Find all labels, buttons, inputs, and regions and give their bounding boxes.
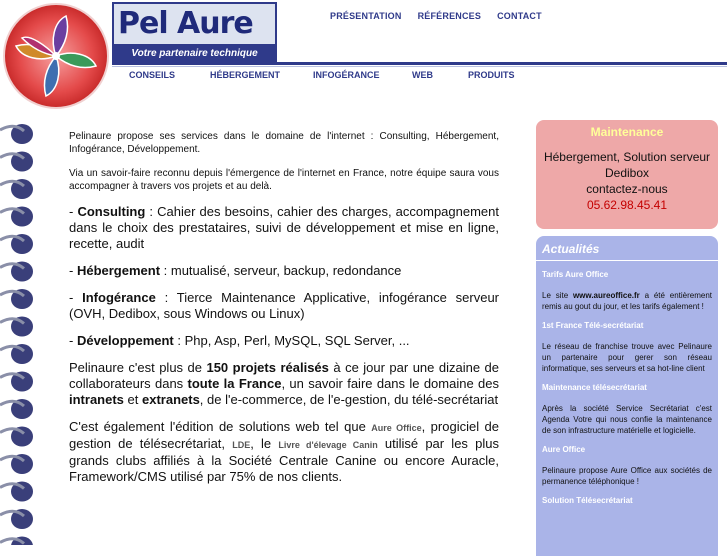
maintenance-line1: Hébergement, Solution serveur Dedibox xyxy=(543,150,711,180)
nav-web[interactable]: WEB xyxy=(412,70,433,80)
news-body: Pelinaure propose Aure Office aux sociétés de permanence téléphonique ! xyxy=(542,466,712,486)
binder-ring xyxy=(0,262,33,282)
binder-ring xyxy=(0,289,33,309)
infogerance-label: Infogérance xyxy=(82,290,156,305)
binder-ring xyxy=(0,399,33,419)
intro-paragraph: Pelinaure propose ses services dans le domaine de l'internet : Consulting, Hébergement, Infogérance, Développement. xyxy=(69,131,499,155)
news-heading[interactable]: Aure Office xyxy=(542,445,586,454)
binder-ring xyxy=(0,179,33,199)
header-rule xyxy=(112,62,727,65)
projects-text-1: Pelinaure c'est plus de xyxy=(69,360,207,375)
actualites-title: Actualités xyxy=(536,236,718,261)
news-heading[interactable]: Tarifs Aure Office xyxy=(542,270,609,279)
news-heading[interactable]: Solution Télésecrétariat xyxy=(542,496,633,505)
projects-text-2: à ce jour par une dizaine de collaborateurs dans xyxy=(69,360,499,391)
edition-text-4: utilisé par les plus grands clubs affiliés à la Société Centrale Canine ou encore Auracle, Framework/CMS utilisé par 75% de nos clients. xyxy=(69,436,499,484)
consulting-paragraph: - Consulting : Cahier des besoins, cahier des charges, accompagnement dans le choix des prestataires, suivi de développement et mise en ligne, recette, audit xyxy=(69,204,499,251)
news-body xyxy=(542,290,712,312)
maintenance-contact[interactable]: contactez-nous xyxy=(586,182,668,196)
projects-text-4: et xyxy=(123,392,142,407)
news-item xyxy=(536,270,718,312)
developpement-paragraph: - Développement : Php, Asp, Perl, MySQL, SQL Server, ... xyxy=(69,333,410,348)
news-item xyxy=(536,321,718,374)
projects-text-3: , un savoir faire dans le domaine des xyxy=(281,376,499,391)
nav-conseils[interactable]: CONSEILS xyxy=(129,70,176,80)
maintenance-box xyxy=(536,120,718,229)
binder-ring xyxy=(0,152,33,172)
projects-extranets: extranets xyxy=(141,392,200,407)
consulting-text: : Cahier des besoins, cahier des charges, accompagnement dans le choix des prestataires, suivi de développement et mise en ligne, recette, audit xyxy=(69,204,499,251)
lde-link[interactable]: LDE xyxy=(232,440,251,450)
binder-ring xyxy=(0,509,33,529)
news-item xyxy=(536,496,718,505)
header-rule-thin xyxy=(112,66,727,67)
main-nav xyxy=(0,70,727,84)
binder-ring xyxy=(0,317,33,337)
top-nav xyxy=(330,11,542,21)
savoir-faire-paragraph: Via un savoir-faire reconnu depuis l'émergence de l'internet en France, notre équipe saura vous accompagner à travers vos projets et au delà. xyxy=(69,168,499,192)
nav-contact[interactable]: CONTACT xyxy=(497,11,542,21)
brand-logo[interactable] xyxy=(112,2,277,60)
nav-references[interactable]: RÉFÉRENCES xyxy=(417,11,482,21)
binder-ring xyxy=(0,124,33,144)
nav-hebergement[interactable]: HÉBERGEMENT xyxy=(210,70,281,80)
edition-text-1: C'est également l'édition de solutions web tel que xyxy=(69,419,372,434)
maintenance-title[interactable]: Maintenance xyxy=(590,125,664,139)
projects-count: 150 projets réalisés xyxy=(206,360,329,375)
edition-text-2: , progiciel de gestion de télésecrétariat, xyxy=(69,419,499,451)
binder-ring xyxy=(0,537,33,546)
binder-ring xyxy=(0,344,33,364)
actualites-panel xyxy=(536,236,718,556)
livre-elevage-link[interactable]: Livre d'élevage Canin xyxy=(278,440,378,450)
developpement-label: Développement xyxy=(76,333,174,348)
maintenance-phone: 05.62.98.45.41 xyxy=(586,198,668,212)
binder-ring xyxy=(0,234,33,254)
aure-office-link[interactable]: Aure Office xyxy=(371,423,422,433)
binder-ring xyxy=(0,482,33,502)
news-item xyxy=(536,383,718,436)
binder-ring xyxy=(0,372,33,392)
aureoffice-site-link[interactable]: www.aureoffice.fr xyxy=(572,291,640,300)
infogerance-text: : Tierce Maintenance Applicative, infogérance serveur (OVH, Dedibox, sous Windows ou Linux) xyxy=(69,290,500,321)
news-body-text-1: Le site xyxy=(542,291,573,300)
binder-ring xyxy=(0,454,33,474)
binder-ring xyxy=(0,207,33,227)
brand-tagline: Votre partenaire technique xyxy=(112,46,277,62)
nav-infogerance[interactable]: INFOGÉRANCE xyxy=(313,70,380,80)
hebergement-label: Hébergement xyxy=(76,263,161,278)
consulting-label: Consulting xyxy=(77,204,146,219)
news-body-text-2: a été entièrement remis au gout du jour, et les tarifs également ! xyxy=(542,291,712,311)
news-heading[interactable]: Maintenance télésecrétariat xyxy=(542,383,647,392)
developpement-text: : Php, Asp, Perl, MySQL, SQL Server, ... xyxy=(173,333,410,348)
binder-ring xyxy=(0,427,33,447)
brand-name-box xyxy=(112,2,277,46)
nav-presentation[interactable]: PRÉSENTATION xyxy=(330,11,402,21)
news-item xyxy=(536,445,718,487)
projects-paragraph xyxy=(69,360,499,408)
hebergement-paragraph: - Hébergement : mutualisé, serveur, backup, redondance xyxy=(69,263,402,278)
news-body: Le réseau de franchise trouve avec Pelinaure un partenaire pour gerer son réseau informatique, ses serveurs et sa hot-line client xyxy=(542,342,712,373)
edition-paragraph xyxy=(69,419,499,485)
hebergement-text: : mutualisé, serveur, backup, redondance xyxy=(160,263,402,278)
pelinaure-logo-icon[interactable] xyxy=(2,2,110,110)
news-body: Après la société Service Secrétariat c'est Agenda Votre qui nous confie la maintenance de son infrastructure matérielle et logicielle. xyxy=(542,404,712,435)
binder-rings-decoration xyxy=(0,120,40,545)
projects-intranets: intranets xyxy=(69,392,124,407)
brand-name: Pel Aure xyxy=(118,6,253,41)
edition-text-3: , le xyxy=(250,436,279,451)
projects-text-5: , de l'e-commerce, de l'e-gestion, du télé-secrétariat xyxy=(199,392,499,407)
infogerance-paragraph: - Infogérance : Tierce Maintenance Applicative, infogérance serveur (OVH, Dedibox, sous Windows ou Linux) xyxy=(69,290,500,321)
news-heading[interactable]: 1st France Télé-secrétariat xyxy=(542,321,644,330)
projects-france: toute la France xyxy=(187,376,282,391)
nav-produits[interactable]: PRODUITS xyxy=(468,70,515,80)
main-content xyxy=(69,130,499,496)
